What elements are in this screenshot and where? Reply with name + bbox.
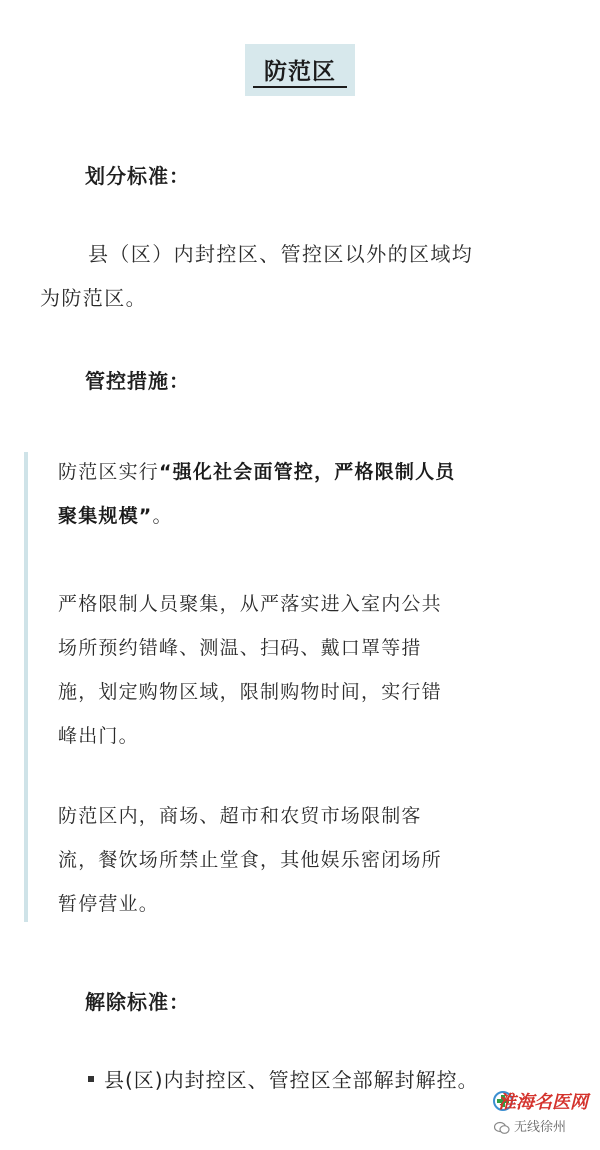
measure-p1-strong-1: “强化社会面管控，严格限制人员 [159,461,456,483]
watermark-account [494,1116,566,1135]
measure-p1-suffix: 。 [152,505,173,527]
measure-paragraph-1 [58,450,578,538]
division-text-line-1: 县（区）内封控区、管控区以外的区域均 [88,242,474,266]
measure-p1-line-2 [58,494,578,538]
heading-release-criteria: 解除标准： [85,990,190,1014]
measure-paragraph-2 [58,582,578,758]
bullet-icon [88,1076,94,1082]
heading-division-criteria: 划分标准： [85,164,190,188]
measure-p2-line: 严格限制人员聚集，从严落实进入室内公共 [58,593,442,615]
measure-p2-line: 峰出门。 [58,725,139,747]
release-bullet-item [88,1064,479,1093]
watermark-account-name: 无线徐州 [514,1120,567,1135]
wechat-icon [494,1121,510,1135]
quote-bar [24,452,28,922]
measure-p3-line: 防范区内，商场、超市和农贸市场限制客 [58,805,422,827]
measure-p1-prefix: 防范区实行 [58,461,160,483]
measure-p2-line: 施，划定购物区域，限制购物时间，实行错 [58,681,442,703]
measure-paragraph-3 [58,794,578,926]
measure-p3-line: 流，餐饮场所禁止堂食，其他娱乐密闭场所 [58,849,442,871]
measure-p2-line: 场所预约错峰、测温、扫码、戴口罩等措 [58,637,422,659]
division-text-line-2: 为防范区。 [40,286,147,310]
heading-control-measures: 管控措施： [85,369,190,393]
watermark-logo-text: 淮海名医网 [498,1092,588,1113]
release-bullet-text: 县(区)内封控区、管控区全部解封解控。 [104,1068,479,1092]
page-title-box [245,44,355,96]
page-title: 防范区 [264,59,336,85]
measure-p1-strong-2: 聚集规模” [58,505,153,527]
measure-p3-line: 暂停营业。 [58,893,160,915]
measure-p1-line-1 [58,450,578,494]
title-underline [253,86,347,88]
